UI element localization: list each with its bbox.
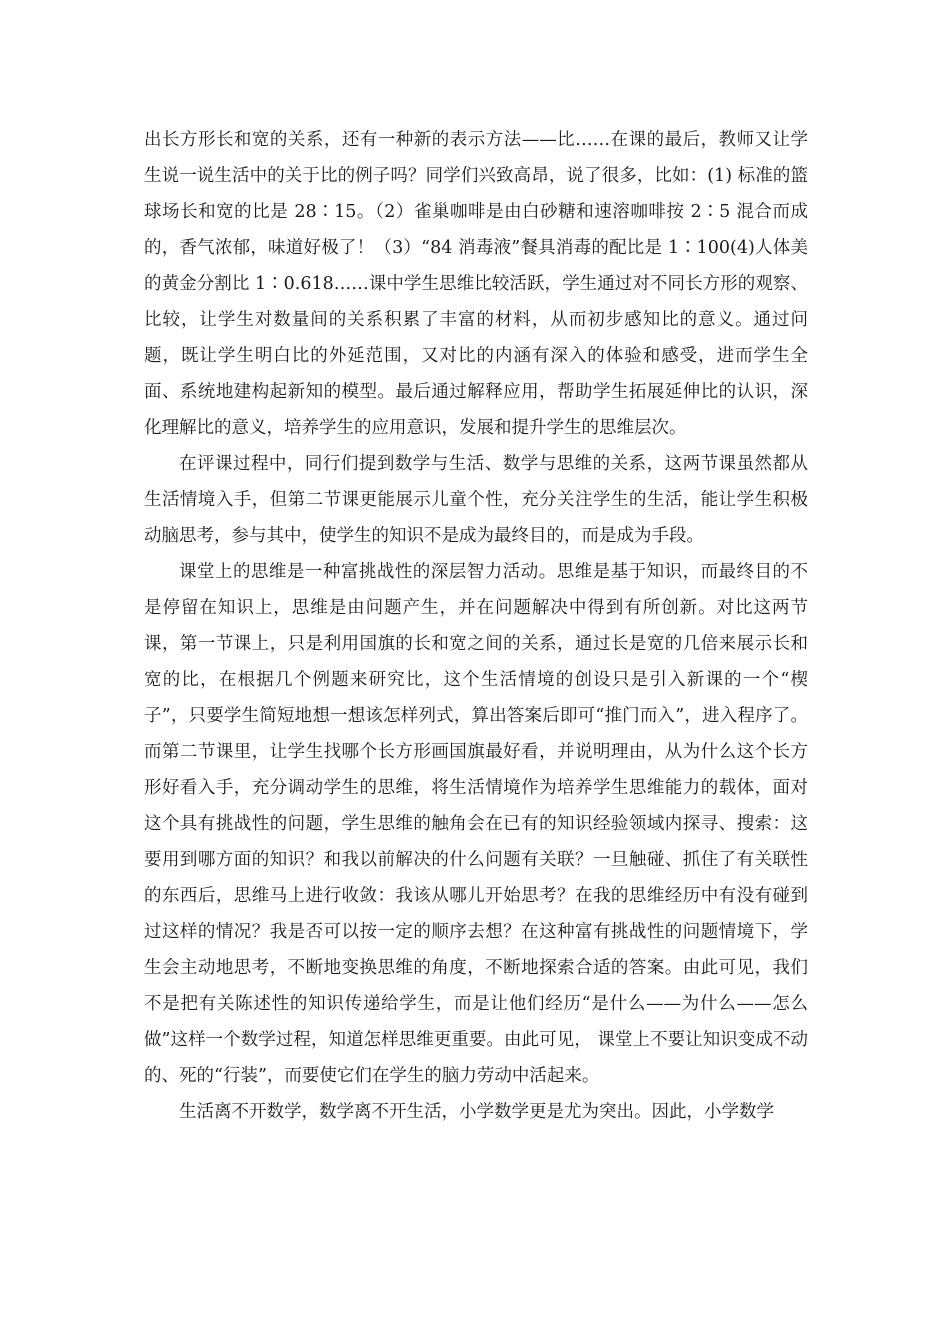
paragraph-4: 生活离不开数学，数学离不开生活，小学数学更是尤为突出。因此，小学数学 [179, 1102, 774, 1122]
paragraph-2: 在评课过程中，同行们提到数学与生活、数学与思维的关系，这两节课虽然都从生活情境入手，但第二节课更能展示儿童个性，充分关注学生的生活，能让学生积极动脑思考，参与其中，使学生的知识不是成为最终目的，而是成为手段。 [144, 454, 808, 546]
paragraph-1: 出长方形长和宽的关系，还有一种新的表示方法——比……在课的最后，教师又让学生说一说生活中的关于比的例子吗？同学们兴致高昂，说了很多，比如：(1) 标准的篮球场长和宽的比是 28∶15。（2）雀巢咖啡是由白砂糖和速溶咖啡按 2∶5 混合而成的，香气浓郁，味道好极了！（3）“84 消毒液”餐具消毒的配比是 1∶100(4)人体美的黄金分割比 1∶0.618……课中学生思维比较活跃，学生通过对不同长方形的观察、比较，让学生对数量间的关系积累了丰富的材料，从而初步感知比的意义。通过问题，既让学生明白比的外延范围，又对比的内涵有深入的体验和感受，进而学生全面、系统地建构起新知的模型。最后通过解释应用，帮助学生拓展延伸比的认识，深化理解比的意义，培养学生的应用意识，发展和提升学生的思维层次。 [144, 130, 808, 438]
document-body [144, 122, 808, 1130]
paragraph-3: 课堂上的思维是一种富挑战性的深层智力活动。思维是基于知识，而最终目的不是停留在知识上，思维是由问题产生，并在问题解决中得到有所创新。对比这两节课，第一节课上，只是利用国旗的长和宽之间的关系，通过长是宽的几倍来展示长和宽的比，在根据几个例题来研究比，这个生活情境的创设只是引入新课的一个“楔子”，只要学生简短地想一想该怎样列式，算出答案后即可“推门而入”，进入程序了。而第二节课里，让学生找哪个长方形画国旗最好看，并说明理由，从为什么这个长方形好看入手，充分调动学生的思维，将生活情境作为培养学生思维能力的载体，面对这个具有挑战性的问题，学生思维的触角会在已有的知识经验领域内探寻、搜索：这要用到哪方面的知识？和我以前解决的什么问题有关联？一旦触碰、抓住了有关联性的东西后，思维马上进行收敛：我该从哪儿开始思考？在我的思维经历中有没有碰到过这样的情况？我是否可以按一定的顺序去想？在这种富有挑战性的问题情境下，学生会主动地思考，不断地变换思维的角度，不断地探索合适的答案。由此可见，我们不是把有关陈述性的知识传递给学生，而是让他们经历“是什么——为什么——怎么做”这样一个数学过程，知道怎样思维更重要。由此可见， 课堂上不要让知识变成不动的、死的“行装”，而要使它们在学生的脑力劳动中活起来。 [144, 562, 808, 1086]
